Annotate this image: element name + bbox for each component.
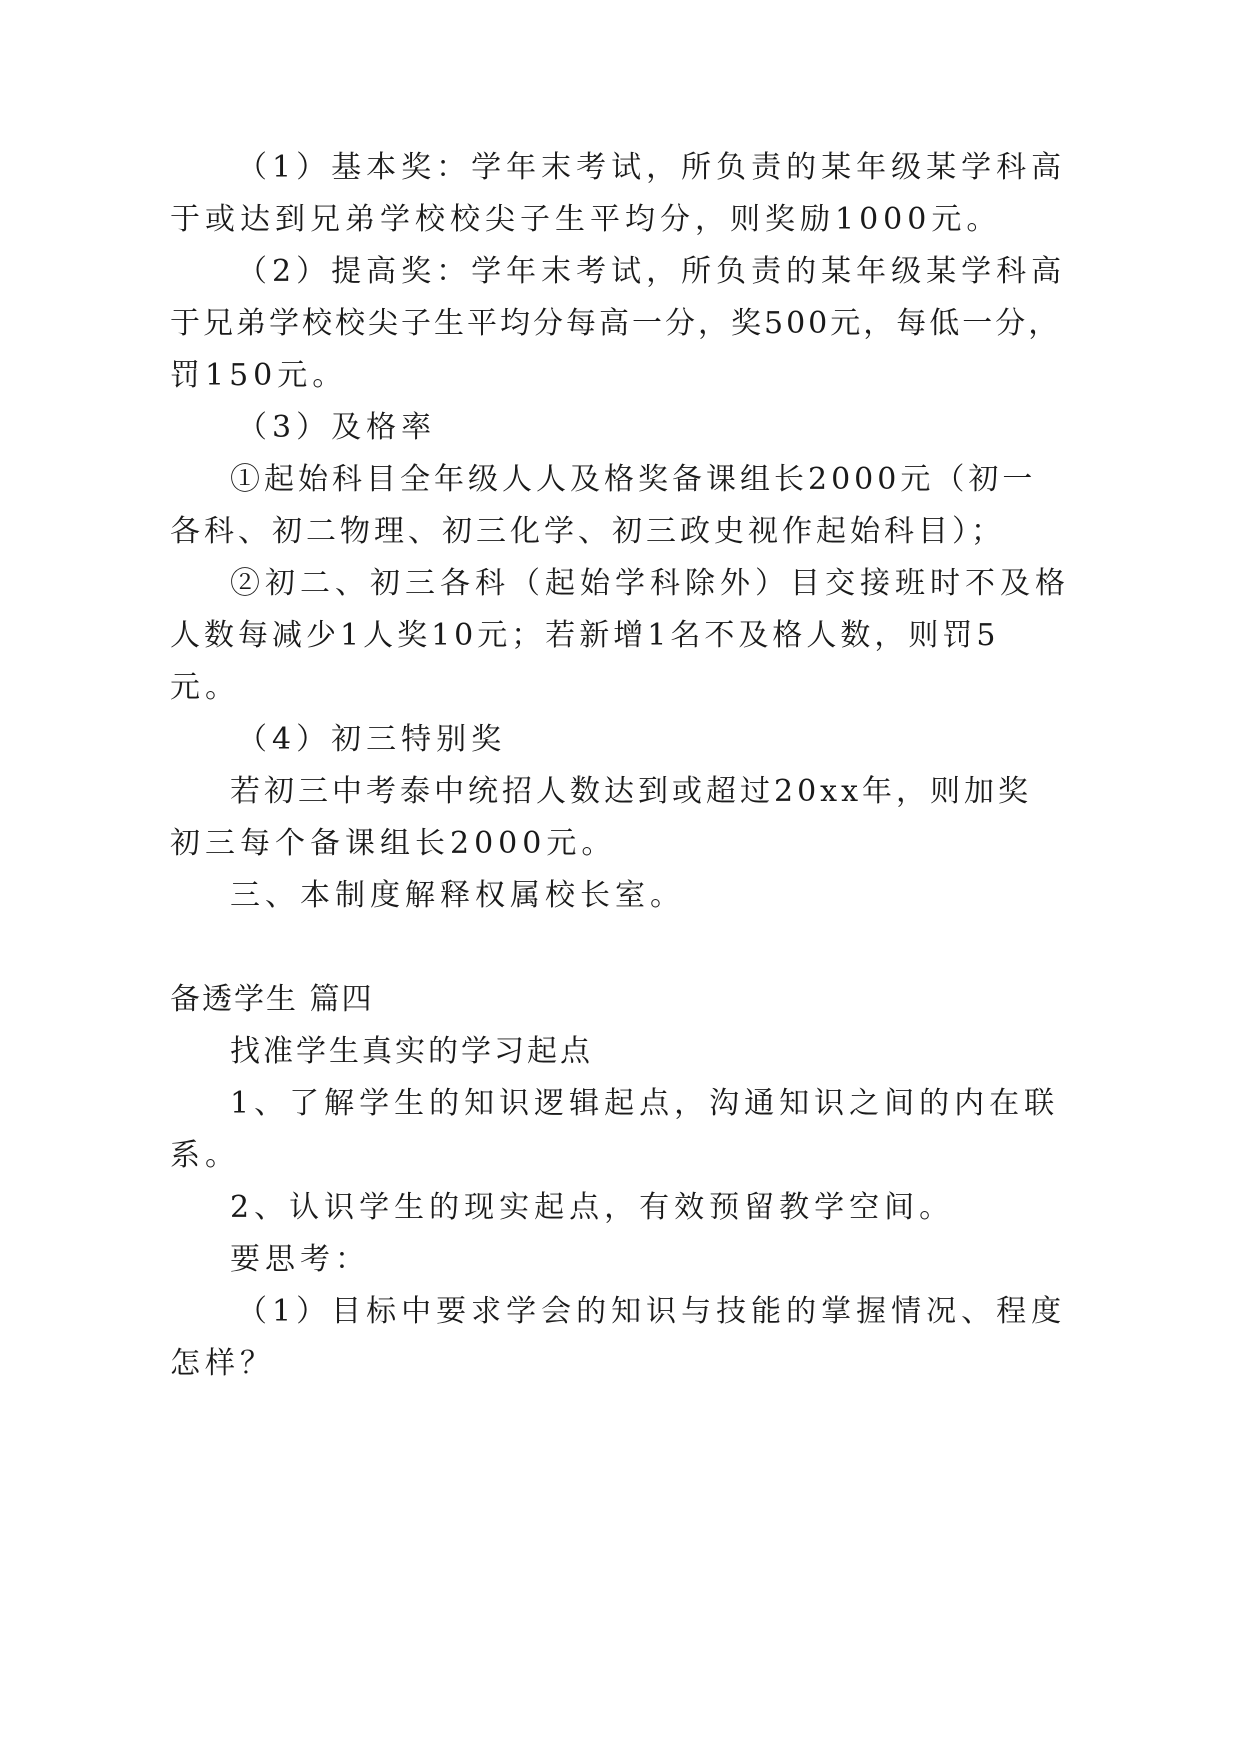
paragraph-line: 于或达到兄弟学校校尖子生平均分，则奖励1000元。 xyxy=(170,202,1002,237)
paragraph-line: 1、了解学生的知识逻辑起点，沟通知识之间的内在联 xyxy=(230,1086,1060,1121)
paragraph-line: 元。 xyxy=(170,670,240,705)
paragraph-line: 各科、初二物理、初三化学、初三政史视作起始科目）； xyxy=(170,514,1005,549)
section-title: 备透学生 篇四 xyxy=(170,982,374,1017)
paragraph-line: 罚150元。 xyxy=(170,358,348,393)
paragraph-line: ②初二、初三各科（起始学科除外）目交接班时不及格 xyxy=(230,566,1070,601)
section-heading: （3）及格率 xyxy=(237,410,437,445)
paragraph-line: 初三每个备课组长2000元。 xyxy=(170,826,617,861)
section-heading: （4）初三特别奖 xyxy=(237,722,507,757)
paragraph-line: （1）基本奖：学年末考试，所负责的某年级某学科高 xyxy=(237,150,1067,185)
paragraph-line: （1）目标中要求学会的知识与技能的掌握情况、程度 xyxy=(237,1294,1067,1329)
paragraph-line: ①起始科目全年级人人及格奖备课组长2000元（初一 xyxy=(230,462,1037,497)
paragraph-line: 若初三中考泰中统招人数达到或超过20xx年，则加奖 xyxy=(230,774,1033,809)
paragraph-line: 要思考： xyxy=(230,1242,370,1277)
paragraph-line: 人数每减少1人奖10元；若新增1名不及格人数，则罚5 xyxy=(170,618,1000,653)
paragraph-line: 系。 xyxy=(170,1138,240,1173)
paragraph-line: （2）提高奖：学年末考试，所负责的某年级某学科高 xyxy=(237,254,1067,289)
paragraph-line: 于兄弟学校校尖子生平均分每高一分，奖500元，每低一分， xyxy=(170,306,1062,341)
paragraph-line: 2、认识学生的现实起点，有效预留教学空间。 xyxy=(230,1190,955,1225)
paragraph-line: 怎样？ xyxy=(170,1346,275,1381)
subsection-title: 找准学生真实的学习起点 xyxy=(230,1034,593,1069)
paragraph-line: 三、本制度解释权属校长室。 xyxy=(230,878,685,913)
